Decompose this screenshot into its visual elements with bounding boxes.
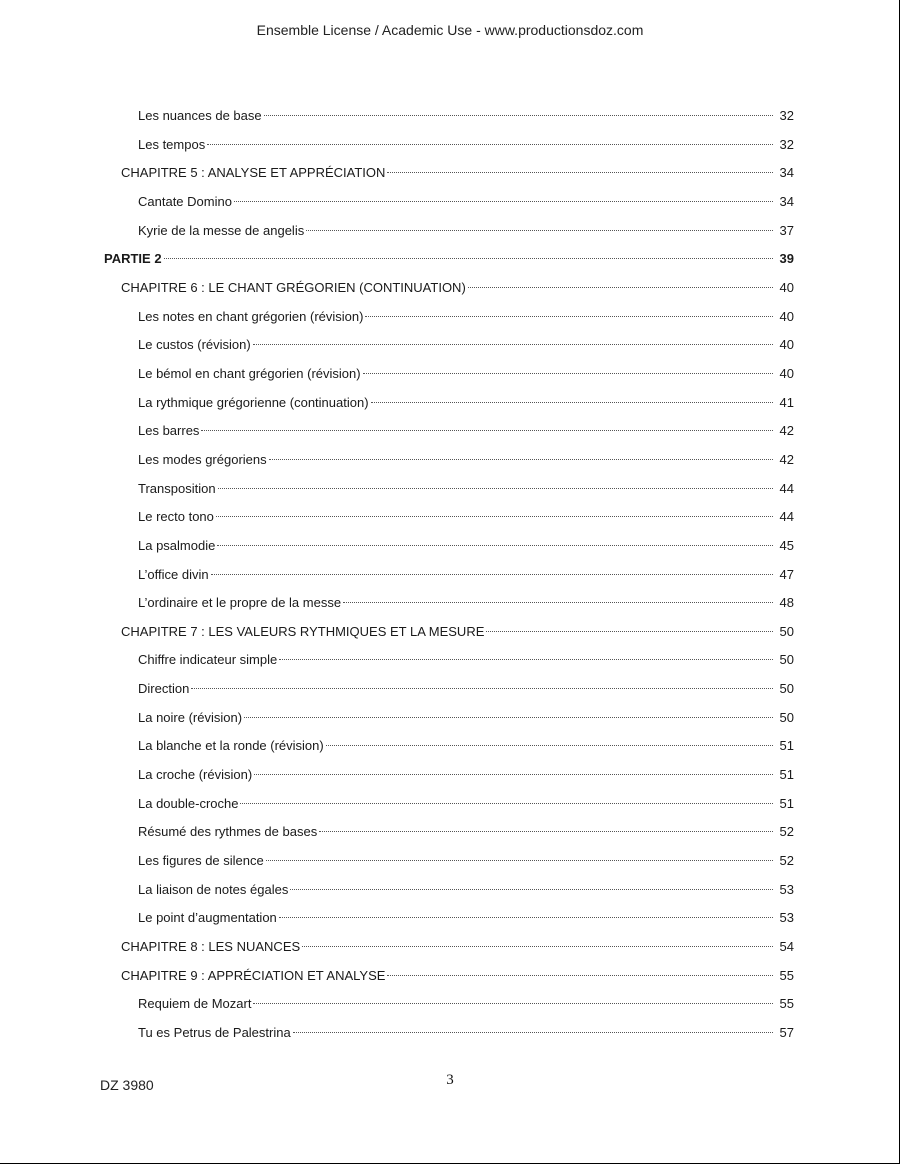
toc-entry-page: 50	[779, 709, 794, 725]
toc-chapter-entry	[104, 962, 794, 991]
toc-entry-title: La liaison de notes égales	[138, 881, 289, 897]
dot-leader	[302, 946, 773, 947]
dot-leader	[279, 917, 773, 918]
toc-section-entry	[104, 131, 794, 160]
toc-entry-page: 55	[779, 996, 794, 1012]
toc-chapter-entry	[104, 274, 794, 303]
toc-entry-page: 40	[779, 279, 794, 295]
dot-leader	[218, 488, 773, 489]
toc-section-entry	[104, 303, 794, 332]
dot-leader	[293, 1032, 773, 1033]
toc-section-entry	[104, 503, 794, 532]
toc-section-entry	[104, 704, 794, 733]
toc-section-entry	[104, 532, 794, 561]
toc-entry-title: CHAPITRE 6 : LE CHANT GRÉGORIEN (CONTINUATION)	[121, 279, 466, 295]
toc-section-entry	[104, 646, 794, 675]
toc-section-entry	[104, 188, 794, 217]
dot-leader	[306, 230, 773, 231]
toc-section-entry	[104, 389, 794, 418]
page-number: 3	[446, 1072, 454, 1088]
toc-entry-title: Direction	[138, 681, 190, 697]
toc-section-entry	[104, 331, 794, 360]
toc-section-entry	[104, 589, 794, 618]
toc-entry-title: L’ordinaire et le propre de la messe	[138, 595, 342, 611]
toc-section-entry	[104, 818, 794, 847]
dot-leader	[365, 316, 773, 317]
toc-section-entry	[104, 904, 794, 933]
toc-entry-page: 41	[779, 394, 794, 410]
toc-section-entry	[104, 1019, 794, 1048]
toc-entry-title: La croche (révision)	[138, 767, 253, 783]
toc-entry-title: Tu es Petrus de Palestrina	[138, 1025, 291, 1040]
toc-entry-title: CHAPITRE 7 : LES VALEURS RYTHMIQUES ET LA MESURE	[121, 623, 485, 639]
toc-entry-page: 40	[779, 308, 794, 324]
table-of-contents	[104, 102, 794, 1048]
toc-entry-page: 51	[779, 767, 794, 783]
toc-entry-title: CHAPITRE 8 : LES NUANCES	[121, 939, 301, 955]
toc-entry-page: 53	[779, 881, 794, 897]
toc-entry-title: La blanche et la ronde (révision)	[138, 738, 324, 754]
dot-leader	[486, 631, 773, 632]
toc-entry-page: 47	[779, 566, 794, 582]
toc-entry-page: 50	[779, 623, 794, 639]
toc-entry-page: 52	[779, 824, 794, 840]
catalog-code: DZ 3980	[100, 1077, 154, 1093]
toc-entry-page: 45	[779, 537, 794, 553]
toc-chapter-entry	[104, 159, 794, 188]
toc-entry-page: 54	[779, 939, 794, 955]
toc-entry-title: PARTIE 2	[104, 251, 162, 267]
toc-entry-title: Cantate Domino	[138, 193, 232, 209]
toc-entry-title: Les tempos	[138, 136, 206, 152]
toc-entry-page: 52	[779, 853, 794, 869]
toc-entry-page: 32	[779, 136, 794, 152]
dot-leader	[279, 659, 773, 660]
dot-leader	[326, 745, 773, 746]
dot-leader	[254, 774, 773, 775]
toc-entry-page: 50	[779, 652, 794, 668]
toc-section-entry	[104, 217, 794, 246]
toc-section-entry	[104, 561, 794, 590]
dot-leader	[253, 1003, 773, 1004]
toc-entry-title: Les notes en chant grégorien (révision)	[138, 308, 364, 324]
toc-section-entry	[104, 675, 794, 704]
toc-entry-page: 44	[779, 480, 794, 496]
toc-entry-title: Les figures de silence	[138, 853, 264, 869]
toc-chapter-entry	[104, 618, 794, 647]
toc-entry-title: Le bémol en chant grégorien (révision)	[138, 365, 361, 381]
toc-entry-title: CHAPITRE 9 : APPRÉCIATION ET ANALYSE	[121, 967, 386, 983]
toc-section-entry	[104, 790, 794, 819]
dot-leader	[319, 831, 773, 832]
toc-entry-title: Transposition	[138, 480, 216, 496]
dot-leader	[234, 201, 773, 202]
toc-entry-page: 34	[779, 165, 794, 181]
toc-entry-title: Les nuances de base	[138, 108, 262, 123]
toc-entry-title: Le point d’augmentation	[138, 910, 277, 926]
dot-leader	[290, 889, 773, 890]
toc-entry-title: Chiffre indicateur simple	[138, 652, 278, 668]
dot-leader	[164, 258, 773, 259]
toc-entry-title: Kyrie de la messe de angelis	[138, 222, 305, 238]
dot-leader	[244, 717, 773, 718]
toc-entry-page: 50	[779, 681, 794, 697]
toc-entry-title: Les modes grégoriens	[138, 451, 267, 467]
toc-entry-page: 48	[779, 595, 794, 611]
dot-leader	[266, 860, 773, 861]
toc-entry-title: CHAPITRE 5 : ANALYSE ET APPRÉCIATION	[121, 165, 386, 181]
toc-entry-page: 42	[779, 451, 794, 467]
toc-entry-title: L’office divin	[138, 566, 209, 582]
dot-leader	[468, 287, 773, 288]
toc-section-entry	[104, 876, 794, 905]
toc-entry-page: 51	[779, 795, 794, 811]
toc-section-entry	[104, 102, 794, 131]
toc-entry-page: 40	[779, 337, 794, 353]
dot-leader	[253, 344, 773, 345]
toc-entry-title: La psalmodie	[138, 537, 216, 553]
dot-leader	[371, 402, 773, 403]
toc-entry-page: 55	[779, 967, 794, 983]
license-header: Ensemble License / Academic Use - www.productionsdoz.com	[256, 22, 644, 38]
toc-section-entry	[104, 990, 794, 1019]
dot-leader	[201, 430, 773, 431]
toc-part-entry	[104, 245, 794, 274]
toc-entry-title: Requiem de Mozart	[138, 996, 252, 1012]
dot-leader	[216, 516, 773, 517]
dot-leader	[387, 975, 773, 976]
dot-leader	[363, 373, 773, 374]
toc-section-entry	[104, 732, 794, 761]
dot-leader	[264, 115, 773, 116]
toc-entry-title: Le recto tono	[138, 509, 214, 525]
toc-section-entry	[104, 847, 794, 876]
toc-section-entry	[104, 417, 794, 446]
dot-leader	[387, 172, 773, 173]
toc-entry-page: 34	[779, 193, 794, 209]
toc-entry-page: 42	[779, 423, 794, 439]
toc-entry-page: 32	[779, 108, 794, 123]
dot-leader	[191, 688, 773, 689]
dot-leader	[211, 574, 773, 575]
toc-entry-title: Le custos (révision)	[138, 337, 251, 353]
toc-entry-title: La rythmique grégorienne (continuation)	[138, 394, 369, 410]
toc-section-entry	[104, 761, 794, 790]
toc-chapter-entry	[104, 933, 794, 962]
toc-section-entry	[104, 446, 794, 475]
toc-entry-title: Les barres	[138, 423, 200, 439]
toc-entry-page: 53	[779, 910, 794, 926]
dot-leader	[217, 545, 773, 546]
dot-leader	[269, 459, 773, 460]
toc-section-entry	[104, 475, 794, 504]
toc-entry-title: La noire (révision)	[138, 709, 243, 725]
toc-entry-page: 37	[779, 222, 794, 238]
toc-entry-page: 44	[779, 509, 794, 525]
toc-section-entry	[104, 360, 794, 389]
toc-entry-title: Résumé des rythmes de bases	[138, 824, 318, 840]
toc-entry-page: 57	[779, 1025, 794, 1040]
toc-entry-page: 40	[779, 365, 794, 381]
dot-leader	[207, 144, 773, 145]
toc-entry-page: 51	[779, 738, 794, 754]
toc-entry-title: La double-croche	[138, 795, 239, 811]
dot-leader	[240, 803, 773, 804]
toc-entry-page: 39	[779, 251, 794, 267]
dot-leader	[343, 602, 773, 603]
